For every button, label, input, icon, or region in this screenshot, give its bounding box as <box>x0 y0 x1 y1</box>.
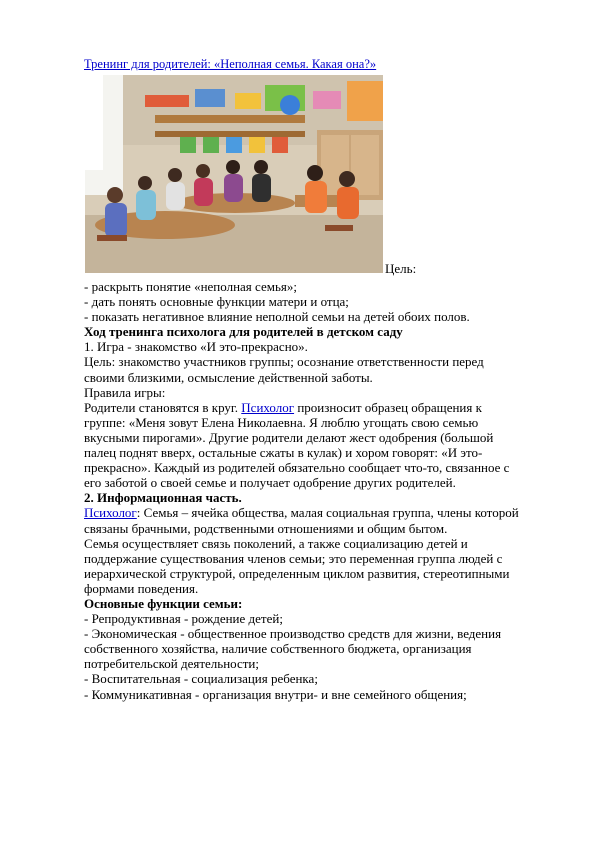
rules-line: его заботой о своей семье и получает одобрение других родителей. <box>84 475 456 491</box>
rules-line: прекрасно». Каждый из родителей обязательно сообщает что-то, связанное с <box>84 460 510 476</box>
rules-first-post: произносит образец обращения к <box>297 399 482 415</box>
goal-item: - раскрыть понятие «неполная семья»; <box>84 279 297 294</box>
info-line: поддержание существования членов семьи; это переменная группа людей с <box>84 550 503 566</box>
info-line: иерархической структурой, определенным циклом развития, стереотипными <box>84 565 510 581</box>
info-line: формами поведения. <box>84 580 199 596</box>
rules-line: группе: «Меня зовут Елена Николаевна. Я люблю угощать свою семью <box>84 414 479 430</box>
function-line: - Воспитательная - социализация ребенка; <box>84 671 318 687</box>
psychologist-link-info[interactable]: Психолог <box>84 505 137 521</box>
game-title: 1. Игра - знакомство «И это-прекрасно». <box>84 339 308 355</box>
document-content <box>84 279 556 702</box>
section-heading-info: 2. Информационная часть. <box>84 490 242 506</box>
function-line: потребительской деятельности; <box>84 656 259 672</box>
info-line: связаны брачными, родственными отношениями и общим бытом. <box>84 520 448 536</box>
function-line: собственного хозяйства, наличие собственного бюджета, организация <box>84 641 472 657</box>
rules-line: палец поднят вверх, остальные сжаты в кулак) и хором говорят: «И это- <box>84 445 483 461</box>
photo-illustration <box>85 75 383 273</box>
info-line: Семья осуществляет связь поколений, а также социализацию детей и <box>84 535 468 551</box>
goal-item: - дать понять основные функции матери и отца; <box>84 294 349 310</box>
info-first-line <box>84 505 556 520</box>
rules-line: вкусными пирогами». Другие родители делают жест одобрения (большой <box>84 429 494 445</box>
function-line: - Репродуктивная - рождение детей; <box>84 611 283 627</box>
group-meeting-photo <box>85 75 383 273</box>
rules-first-line <box>84 400 556 415</box>
game-goal-line: своими близкими, осмысление действенной заботы. <box>84 369 373 385</box>
function-line: - Коммуникативная - организация внутри- и вне семейного общения; <box>84 686 467 702</box>
rules-first-pre: Родители становятся в круг. <box>84 399 239 415</box>
rules-label: Правила игры: <box>84 384 166 400</box>
goal-item: - показать негативное влияние неполной семьи на детей обоих полов. <box>84 309 470 325</box>
goal-label: Цель: <box>385 261 417 276</box>
psychologist-link[interactable]: Психолог <box>241 399 295 415</box>
game-goal-line: Цель: знакомство участников группы; осознание ответственности перед <box>84 354 484 370</box>
info-first-rest: : Семья – ячейка общества, малая социальная группа, члены которой <box>136 505 519 521</box>
function-line: - Экономическая - общественное производство средств для жизни, ведения <box>84 626 502 642</box>
functions-heading: Основные функции семьи: <box>84 595 243 611</box>
title-link[interactable]: Тренинг для родителей: «Неполная семья. Какая она?» <box>84 57 377 71</box>
section-heading-course: Ход тренинга психолога для родителей в детском саду <box>84 324 403 340</box>
